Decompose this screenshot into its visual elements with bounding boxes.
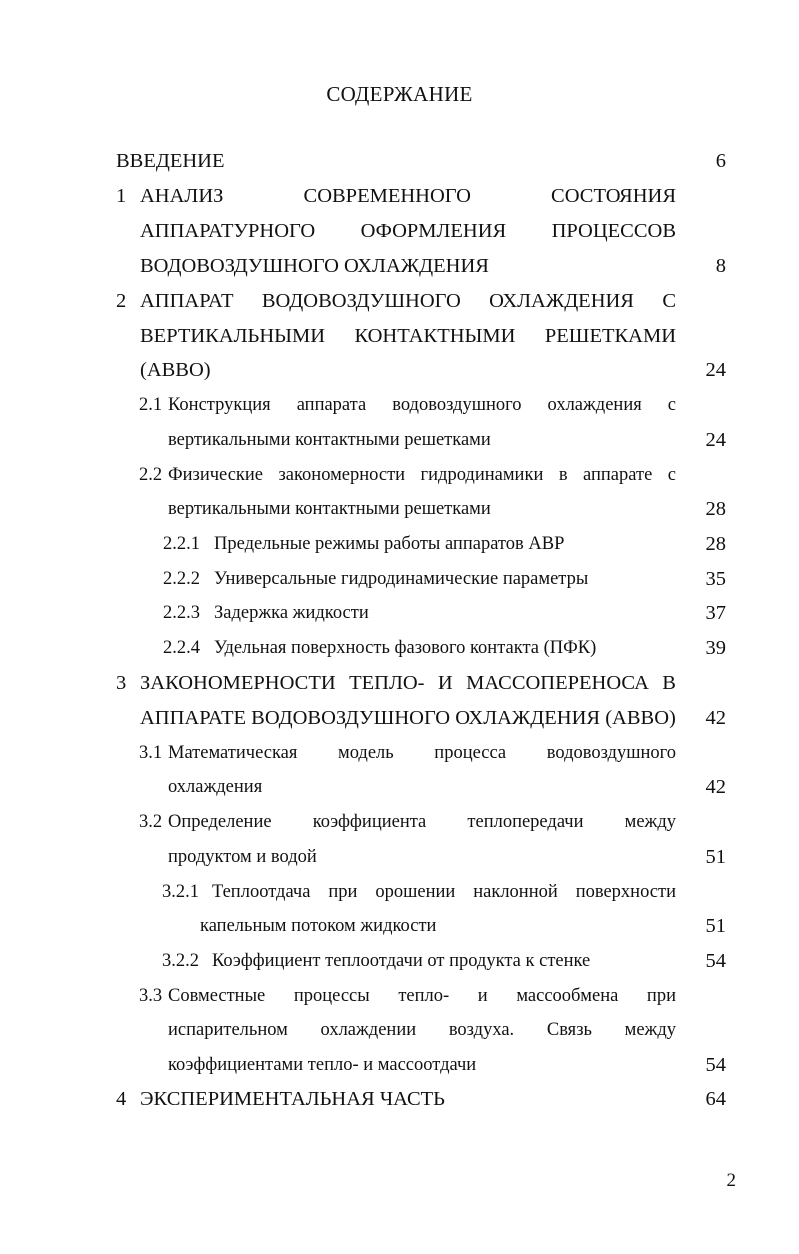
toc-entry-line: (АВВО) xyxy=(140,359,211,381)
toc-page: 8 xyxy=(715,255,726,277)
toc-entry-line: Универсальные гидродинамические параметры xyxy=(214,569,589,589)
toc-page: 51 xyxy=(705,846,726,868)
toc-number: 4 xyxy=(116,1088,127,1110)
toc-number: 3.2 xyxy=(139,812,163,832)
toc-page: 24 xyxy=(705,429,726,451)
toc-number: 3.1 xyxy=(139,743,163,763)
toc-entry-line: АППАРАТ ВОДОВОЗДУШНОГО ОХЛАЖДЕНИЯ С xyxy=(140,290,676,312)
page-title: СОДЕРЖАНИЕ xyxy=(326,82,473,106)
toc-entry-line: Коэффициент теплоотдачи от продукта к стенке xyxy=(212,951,591,971)
toc-entry-line: Совместные процессы тепло- и массообмена при xyxy=(168,986,676,1006)
toc-number: 2.2 xyxy=(139,465,163,485)
toc-entry-line: Задержка жидкости xyxy=(214,603,369,623)
toc-page: 64 xyxy=(705,1088,726,1110)
toc-page: 54 xyxy=(705,1054,726,1076)
toc-page: 39 xyxy=(705,637,726,659)
toc-entry-line: Физические закономерности гидродинамики в аппарате с xyxy=(168,465,676,485)
toc-entry-line: продуктом и водой xyxy=(168,847,317,867)
toc-number: 2 xyxy=(116,290,127,312)
toc-entry-line: капельным потоком жидкости xyxy=(200,916,437,936)
toc-entry-line: ВОДОВОЗДУШНОГО ОХЛАЖДЕНИЯ xyxy=(140,255,489,277)
toc-entry-line: испарительном охлаждении воздуха. Связь между xyxy=(168,1020,676,1040)
toc-number: 1 xyxy=(116,185,127,207)
toc-entry-line: АППАРАТЕ ВОДОВОЗДУШНОГО ОХЛАЖДЕНИЯ (АВВО) xyxy=(140,707,676,729)
toc-page: 54 xyxy=(705,950,726,972)
toc-entry-line: Математическая модель процесса водовоздушного xyxy=(168,743,676,763)
toc-entry-line: Предельные режимы работы аппаратов АВР xyxy=(214,534,565,554)
toc-number: 3 xyxy=(116,672,127,694)
toc-entry-line: Конструкция аппарата водовоздушного охлаждения с xyxy=(168,395,676,415)
toc-entry-line: вертикальными контактными решетками xyxy=(168,430,491,450)
toc-number: 3.2.2 xyxy=(162,951,199,971)
toc-page: 24 xyxy=(705,359,726,381)
toc-entry-line: АППАРАТУРНОГО ОФОРМЛЕНИЯ ПРОЦЕССОВ xyxy=(140,220,676,242)
toc-number: 2.2.3 xyxy=(163,603,200,623)
toc-number: 2.2.1 xyxy=(163,534,200,554)
toc-number: 2.2.4 xyxy=(163,638,200,658)
toc-page: 28 xyxy=(705,498,726,520)
page-number: 2 xyxy=(726,1170,736,1191)
toc-entry-line: ВЕРТИКАЛЬНЫМИ КОНТАКТНЫМИ РЕШЕТКАМИ xyxy=(140,325,676,347)
toc-page: 35 xyxy=(705,568,726,590)
toc-number: 2.2.2 xyxy=(163,569,200,589)
toc-entry-line: охлаждения xyxy=(168,777,263,797)
toc-number: 3.3 xyxy=(139,986,163,1006)
toc-entry-introduction: ВВЕДЕНИЕ xyxy=(116,150,225,172)
toc-page: 28 xyxy=(705,533,726,555)
toc-entry-line: ЭКСПЕРИМЕНТАЛЬНАЯ ЧАСТЬ xyxy=(140,1088,445,1110)
toc-page: 51 xyxy=(705,915,726,937)
toc-number: 3.2.1 xyxy=(162,882,199,902)
toc-page: 37 xyxy=(705,602,726,624)
toc-entry-line: Определение коэффициента теплопередачи между xyxy=(168,812,676,832)
toc-page: 42 xyxy=(705,776,726,798)
toc-entry-line: Теплоотдача при орошении наклонной поверхности xyxy=(212,882,676,902)
toc-entry-line: АНАЛИЗ СОВРЕМЕННОГО СОСТОЯНИЯ xyxy=(140,185,676,207)
toc-page: 6 xyxy=(715,150,726,172)
toc-page: 42 xyxy=(705,707,726,729)
toc-entry-line: Удельная поверхность фазового контакта (ПФК) xyxy=(214,638,597,658)
toc-entry-line: вертикальными контактными решетками xyxy=(168,499,491,519)
toc-entry-line: коэффициентами тепло- и массоотдачи xyxy=(168,1055,477,1075)
toc-entry-line: ЗАКОНОМЕРНОСТИ ТЕПЛО- И МАССОПЕРЕНОСА В xyxy=(140,672,676,694)
toc-number: 2.1 xyxy=(139,395,163,415)
